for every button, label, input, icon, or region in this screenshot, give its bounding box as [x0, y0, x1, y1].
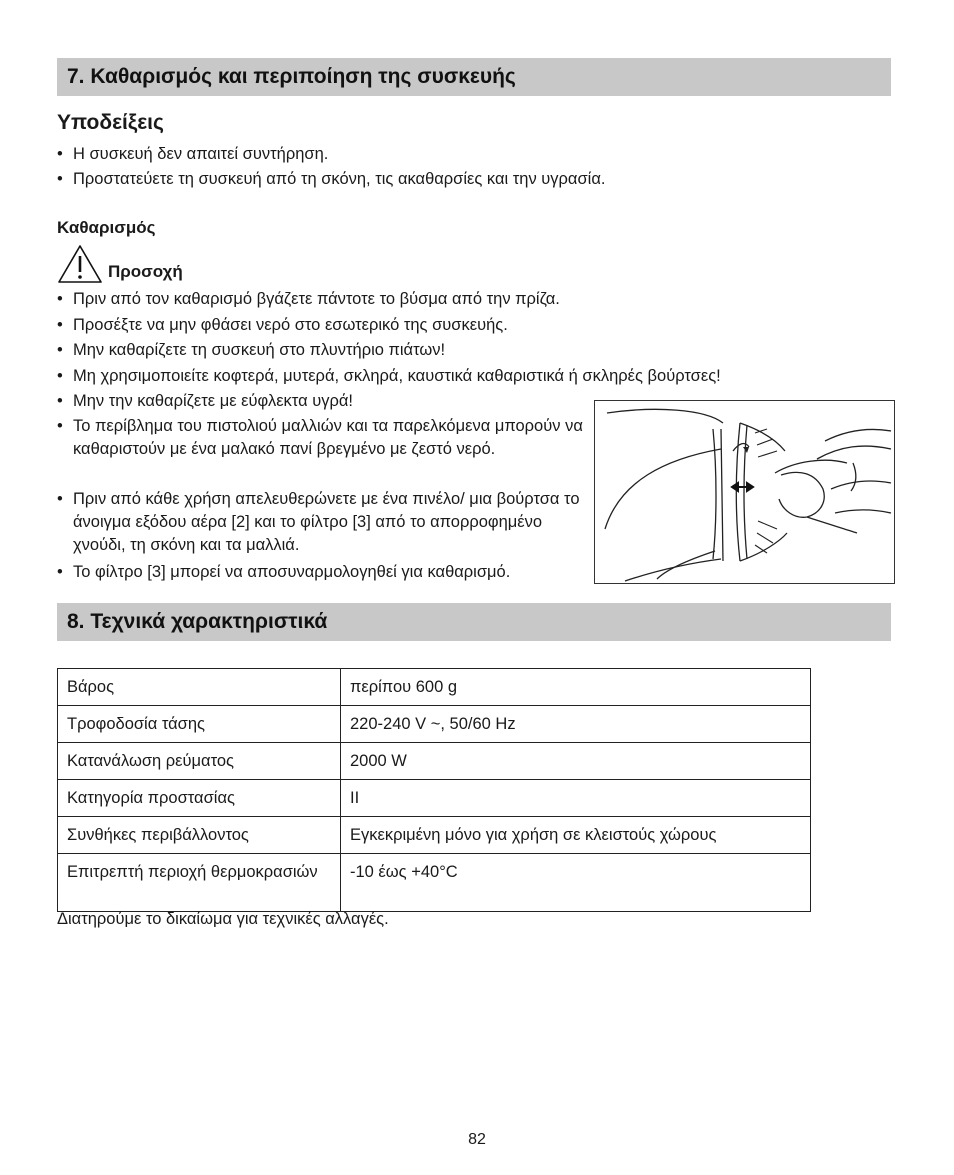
caution-item: • Πριν από τον καθαρισμό βγάζετε πάντοτε το βύσμα από την πρίζα.: [57, 288, 560, 311]
spec-label: Επιτρεπτή περιοχή θερμοκρασιών: [58, 854, 341, 912]
spec-label: Κατηγορία προστασίας: [58, 780, 341, 817]
caution-label: Προσοχή: [108, 262, 183, 281]
section-7-heading: 7. Καθαρισμός και περιποίηση της συσκευής: [57, 58, 891, 96]
table-row: [58, 743, 811, 780]
spec-label: Συνθήκες περιβάλλοντος: [58, 817, 341, 854]
table-row: [58, 817, 811, 854]
caution-item: • Το φίλτρο [3] μπορεί να αποσυναρμολογηθεί για καθαρισμό.: [57, 561, 510, 584]
spec-value: -10 έως +40°C: [341, 854, 811, 912]
table-row: [58, 854, 811, 912]
caution-item: • Μη χρησιμοποιείτε κοφτερά, μυτερά, σκληρά, καυστικά καθαριστικά ή σκληρές βούρτσες!: [57, 365, 721, 388]
tips-heading: Υποδείξεις: [57, 111, 164, 134]
spec-value: Εγκεκριμένη μόνο για χρήση σε κλειστούς χώρους: [341, 817, 811, 854]
caution-item: • Πριν από κάθε χρήση απελευθερώνετε με ένα πινέλο/ μια βούρτσα το άνοιγμα εξόδου αέρα [2] και το φίλτρο [3] από το απορροφημένο χνούδι, τη σκόνη και τα μαλλιά.: [57, 488, 587, 557]
spec-label: Τροφοδοσία τάσης: [58, 706, 341, 743]
warning-triangle-icon: [57, 244, 103, 284]
page-number: 82: [468, 1131, 486, 1148]
tip-item: • Προστατεύετε τη συσκευή από τη σκόνη, τις ακαθαρσίες και την υγρασία.: [57, 168, 605, 191]
caution-item: • Μην την καθαρίζετε με εύφλεκτα υγρά!: [57, 390, 353, 413]
spec-value: 2000 W: [341, 743, 811, 780]
spec-value: περίπου 600 g: [341, 669, 811, 706]
table-row: [58, 706, 811, 743]
caution-item: • Μην καθαρίζετε τη συσκευή στο πλυντήριο πιάτων!: [57, 339, 445, 362]
spec-value: 220-240 V ~, 50/60 Hz: [341, 706, 811, 743]
technical-changes-note: Διατηρούμε το δικαίωμα για τεχνικές αλλαγές.: [57, 910, 389, 928]
spec-value: II: [341, 780, 811, 817]
table-row: [58, 780, 811, 817]
cleaning-heading: Καθαρισμός: [57, 218, 156, 237]
filter-removal-illustration: [594, 400, 895, 584]
spec-label: Βάρος: [58, 669, 341, 706]
caution-item: • Το περίβλημα του πιστολιού μαλλιών και τα παρελκόμενα μπορούν να καθαριστούν με ένα μαλακό πανί βρεγμένο με ζεστό νερό.: [57, 415, 587, 461]
tip-item: • Η συσκευή δεν απαιτεί συντήρηση.: [57, 143, 328, 166]
spec-label: Κατανάλωση ρεύματος: [58, 743, 341, 780]
section-8-heading: 8. Τεχνικά χαρακτηριστικά: [57, 603, 891, 641]
table-row: [58, 669, 811, 706]
caution-item: • Προσέξτε να μην φθάσει νερό στο εσωτερικό της συσκευής.: [57, 314, 508, 337]
specs-table: [57, 668, 811, 912]
